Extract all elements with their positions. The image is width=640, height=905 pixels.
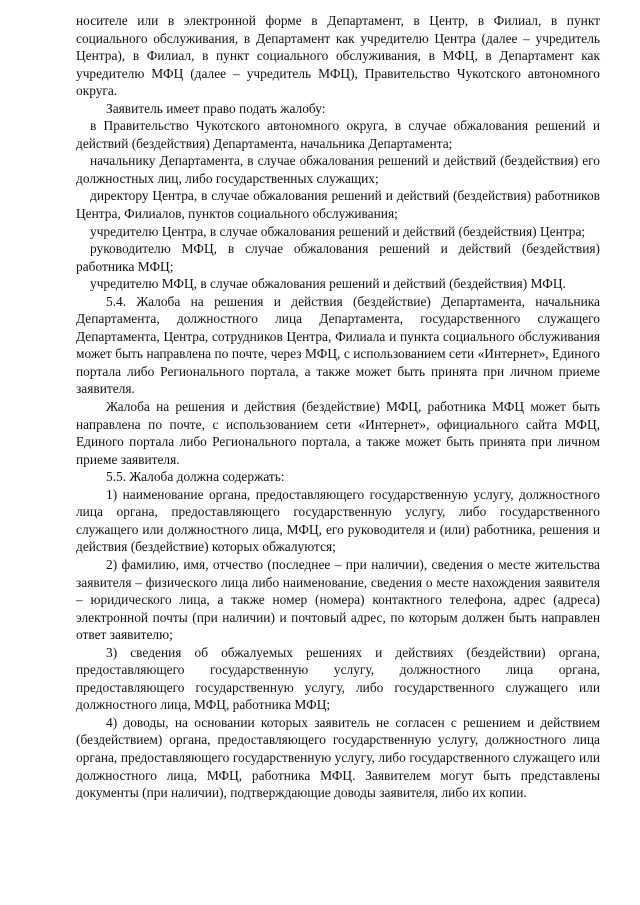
list-item-mfc-founder: учредителю МФЦ, в случае обжалования решений и действий (бездействия) МФЦ. [90, 276, 566, 292]
paragraph-5-4: 5.4. Жалоба на решения и действия (бездействие) Департамента, начальника Департамента, должностного лица Департамента, государственного служащего Департамента, Центра, сотрудников Центра, Филиала и пункта социального обслуживания может быть направлена по почте, через МФЦ, с использованием сети «Интернет», Единого портала либо Регионального портала, а также может быть принята при личном приеме заявителя. [76, 293, 600, 397]
paragraph-item-1: 1) наименование органа, предоставляющего государственную услугу, должностного лица органа, предоставляющего государственную услугу, либо государственного служащего или должностного лица, МФЦ, его руководителя и (или) работника, решения и действия (бездействие) которых обжалуются; [76, 486, 600, 555]
paragraph-item-3: 3) сведения об обжалуемых решениях и действиях (бездействии) органа, предоставляющего государственную услугу, должностного лица органа, предоставляющего государственную услугу, либо государственного служащего или должностного лица, МФЦ, работника МФЦ; [76, 644, 600, 713]
paragraph-item-2: 2) фамилию, имя, отчество (последнее – при наличии), сведения о месте жительства заявителя – физического лица либо наименование, сведения о месте нахождения заявителя – юридического лица, а также номер (номера) контактного телефона, адрес (адреса) электронной почты (при наличии) и почтовый адрес, по которым должен быть направлен ответ заявителю; [76, 556, 600, 643]
list-item-center-founder: учредителю Центра, в случае обжалования решений и действий (бездействия) Центра; [90, 223, 586, 239]
list-item-government: в Правительство Чукотского автономного округа, в случае обжалования решений и действий (бездействия) Департамента, начальника Департамента; [76, 118, 600, 151]
list-item-department-head: начальнику Департамента, в случае обжалования решений и действий (бездействия) его должностных лиц, либо государственных служащих; [76, 153, 600, 186]
paragraph-continuation: носителе или в электронной форме в Департамент, в Центр, в Филиал, в пункт социального обслуживания, в Департамент как учредителю Центра (далее – учредитель Центра), в Филиал, в пункт социального обслуживания, в МФЦ, в Департамент как учредителю МФЦ (далее – учредитель МФЦ), Правительство Чукотского автономного округа. [76, 13, 600, 99]
paragraph-5-5: 5.5. Жалоба должна содержать: [106, 469, 285, 485]
list-item-mfc-head: руководителю МФЦ, в случае обжалования решений и действий (бездействия) работника МФЦ; [76, 241, 600, 274]
paragraph-complaint-right: Заявитель имеет право подать жалобу: [106, 100, 326, 116]
list-item-center-director: директору Центра, в случае обжалования решений и действий (бездействия) работников Центра, Филиалов, пунктов социального обслуживания; [76, 188, 600, 222]
paragraph-mfc-complaint: Жалоба на решения и действия (бездействие) МФЦ, работника МФЦ может быть направлена по почте, с использованием сети «Интернет», официального сайта МФЦ, Единого портала либо Регионального портала, а также может быть принята при личном приеме заявителя. [76, 399, 600, 467]
paragraph-item-4: 4) доводы, на основании которых заявитель не согласен с решением и действием (бездействием) органа, предоставляющего государственную услугу, должностного лица органа, предоставляющего государственную услугу, либо государственного служащего или должностного лица, МФЦ, работника МФЦ. Заявителем могут быть представлены документы (при наличии), подтверждающие доводы заявителя, либо их копии. [76, 714, 600, 801]
